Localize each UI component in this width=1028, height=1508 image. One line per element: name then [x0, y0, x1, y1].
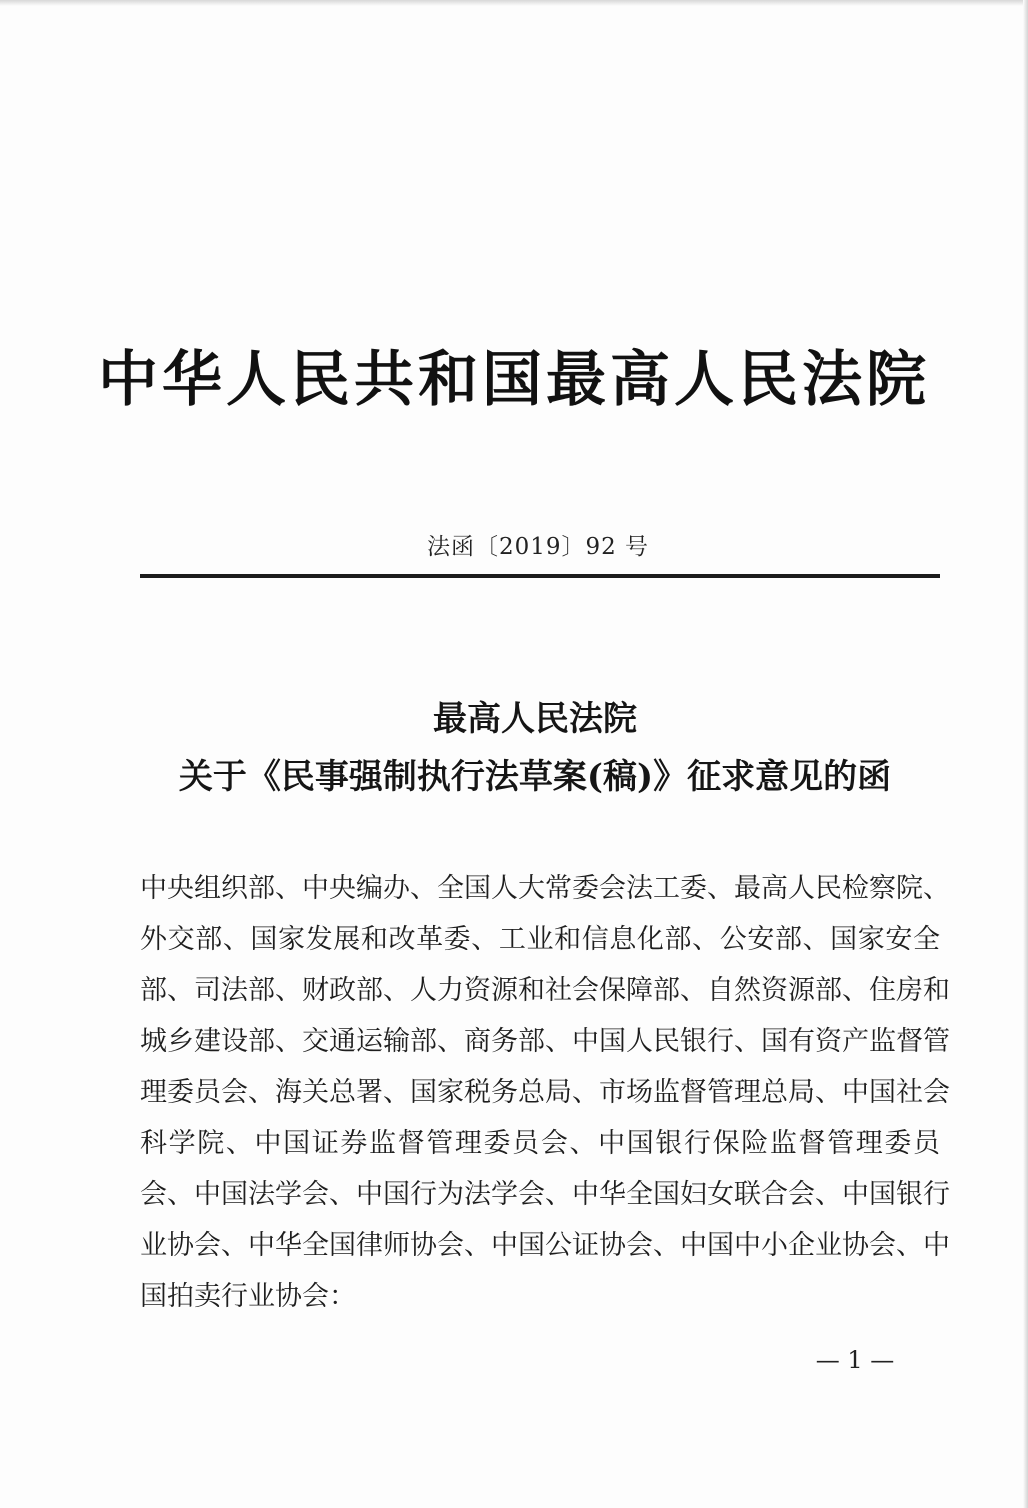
recipients-line: 国拍卖行业协会：: [140, 1281, 356, 1312]
page-number: — 1 —: [815, 1346, 895, 1374]
recipients-block: [140, 866, 950, 1325]
recipients-line: 科学院、中国证券监督管理委员会、中国银行保险监督管理委员: [140, 1128, 940, 1159]
recipients-line: 外交部、国家发展和改革委、工业和信息化部、公安部、国家安全: [140, 924, 940, 955]
header-divider: [140, 574, 940, 578]
recipients-line: 业协会、中华全国律师协会、中国公证协会、中国中小企业协会、中: [140, 1230, 950, 1261]
recipients-line: 城乡建设部、交通运输部、商务部、中国人民银行、国有资产监督管: [140, 1026, 950, 1057]
document-number: 法函〔2019〕92 号: [426, 534, 650, 560]
recipients-line: 中央组织部、中央编办、全国人大常委会法工委、最高人民检察院、: [140, 873, 950, 904]
recipients-line: 理委员会、海关总署、国家税务总局、市场监督管理总局、中国社会: [140, 1077, 950, 1108]
letter-title-line2: 关于《民事强制执行法草案(稿)》征求意见的函: [178, 757, 892, 797]
recipients-line: 部、司法部、财政部、人力资源和社会保障部、自然资源部、住房和: [140, 975, 950, 1006]
issuing-organization-title: 中华人民共和国最高人民法院: [98, 345, 930, 415]
letter-title-line1: 最高人民法院: [433, 699, 637, 739]
scan-edge-top: [0, 0, 1028, 6]
recipients-line: 会、中国法学会、中国行为法学会、中华全国妇女联合会、中国银行: [140, 1179, 950, 1210]
